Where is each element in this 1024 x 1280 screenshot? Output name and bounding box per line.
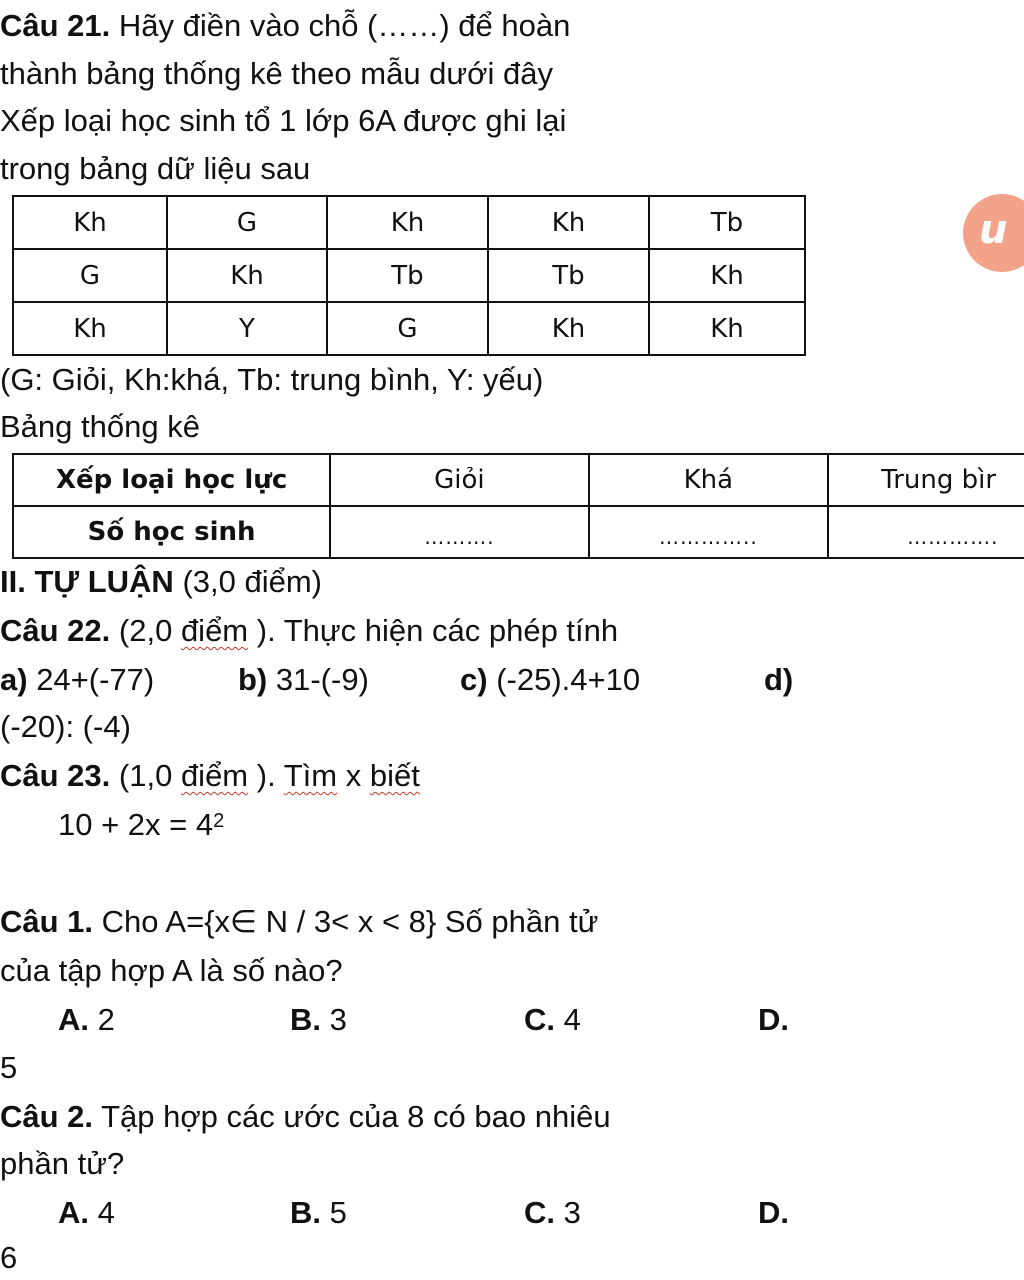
table-cell: Tb: [488, 249, 649, 302]
q1-option-b[interactable]: B. 3: [290, 1002, 347, 1037]
table-cell: Kh: [167, 249, 327, 302]
q23-prefix: Câu 23.: [0, 758, 111, 793]
q21-line4: trong bảng dữ liệu sau: [0, 151, 311, 186]
stats-header: Trung bìr: [828, 454, 1024, 506]
table-cell: Kh: [649, 302, 805, 355]
app-badge-icon[interactable]: u: [963, 194, 1024, 272]
table-cell: Y: [167, 302, 327, 355]
stats-header: Giỏi: [330, 454, 588, 506]
stats-header: Khá: [589, 454, 829, 506]
q2-option-b[interactable]: B. 5: [290, 1195, 347, 1230]
table-cell: Kh: [327, 196, 488, 249]
table-cell: Kh: [649, 249, 805, 302]
table-row: [13, 454, 1024, 506]
table-cell: G: [327, 302, 488, 355]
table-row: [13, 249, 805, 302]
table-cell: Kh: [13, 196, 167, 249]
q2-line2: phần tử?: [0, 1146, 125, 1181]
q1-line1: Câu 1. Cho A={x∈ N / 3< x < 8} Số phần tử: [0, 904, 599, 939]
table-cell: Kh: [488, 196, 649, 249]
table-cell: G: [167, 196, 327, 249]
table-cell: Tb: [649, 196, 805, 249]
q1-option-a[interactable]: A. 2: [58, 1002, 115, 1037]
table-cell: Kh: [13, 302, 167, 355]
q2-option-c[interactable]: C. 3: [524, 1195, 581, 1230]
q22-part-d: (-20): (-4): [0, 709, 131, 744]
q1-option-d[interactable]: D.: [758, 1002, 789, 1037]
q1-prefix: Câu 1.: [0, 904, 94, 939]
q23-equation: $10 + 2x = 4^2$: [58, 807, 225, 842]
table-row: [13, 302, 805, 355]
q1-option-d-value: 5: [0, 1050, 18, 1085]
data-table: [12, 195, 806, 356]
stats-blank[interactable]: …………..: [589, 506, 829, 558]
q1-option-c[interactable]: C. 4: [524, 1002, 581, 1037]
q2-option-a[interactable]: A. 4: [58, 1195, 115, 1230]
q22-part-b: b) 31-(-9): [238, 662, 369, 697]
q22-part-a: a) 24+(-77): [0, 662, 155, 697]
section-title: II. TỰ LUẬN (3,0 điểm): [0, 564, 322, 599]
q2-prefix: Câu 2.: [0, 1099, 94, 1134]
q1-line2: của tập hợp A là số nào?: [0, 953, 343, 988]
q22-part-d-label: d): [764, 662, 794, 697]
stats-header: Xếp loại học lực: [13, 454, 330, 506]
q21-line3: Xếp loại học sinh tổ 1 lớp 6A được ghi lại: [0, 103, 567, 138]
stats-blank[interactable]: ……….: [330, 506, 588, 558]
q21-line1: Câu 21. Hãy điền vào chỗ (……) để hoàn: [0, 8, 571, 43]
stats-row-label: Số học sinh: [13, 506, 330, 558]
table-cell: Kh: [488, 302, 649, 355]
table-row: [13, 196, 805, 249]
table-row: [13, 506, 1024, 558]
q22-prefix: Câu 22.: [0, 613, 111, 648]
q2-line1: Câu 2. Tập hợp các ước của 8 có bao nhiêu: [0, 1099, 611, 1134]
table-cell: G: [13, 249, 167, 302]
q2-option-d[interactable]: D.: [758, 1195, 789, 1230]
q21-line2: thành bảng thống kê theo mẫu dưới đây: [0, 56, 553, 91]
stats-table: [12, 453, 1024, 559]
legend: (G: Giỏi, Kh:khá, Tb: trung bình, Y: yếu): [0, 362, 544, 397]
q22-part-c: c) (-25).4+10: [460, 662, 641, 697]
q22-line1: Câu 22. (2,0 điểm ). Thực hiện các phép tính: [0, 613, 619, 648]
stats-blank[interactable]: ………….: [828, 506, 1024, 558]
q2-option-d-value: 6: [0, 1240, 18, 1275]
q23-line1: Câu 23. (1,0 điểm ). Tìm x biết: [0, 758, 420, 793]
q21-prefix: Câu 21.: [0, 8, 111, 43]
stats-title: Bảng thống kê: [0, 409, 200, 444]
table-cell: Tb: [327, 249, 488, 302]
